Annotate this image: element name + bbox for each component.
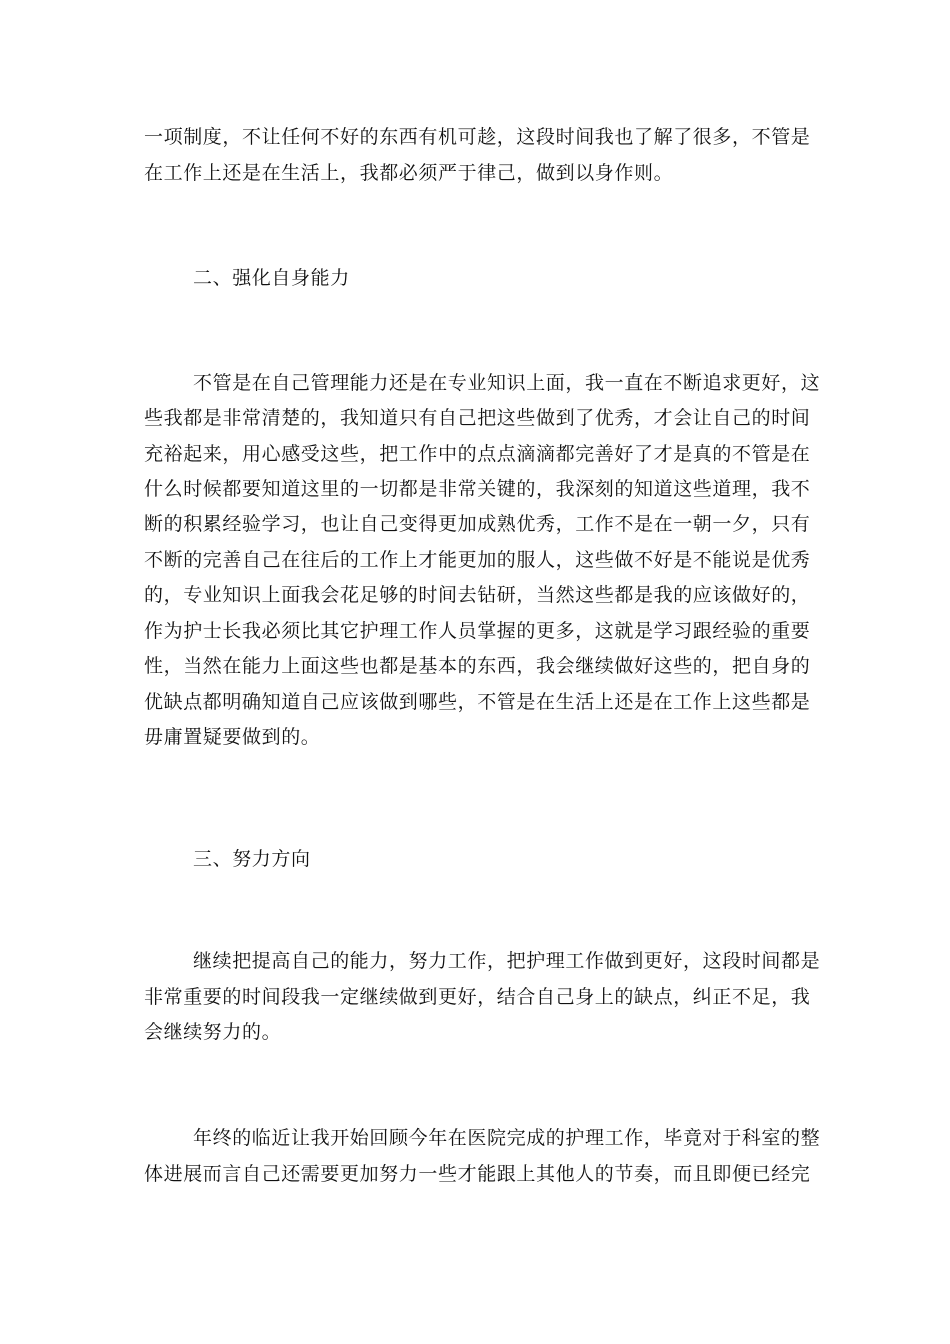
text-line: 作为护士长我必须比其它护理工作人员掌握的更多，这就是学习跟经验的重要 — [144, 620, 811, 642]
text-line: 一项制度，不让任何不好的东西有机可趁，这段时间我也了解了很多，不管是 — [144, 126, 811, 148]
text-line: 继续把提高自己的能力，努力工作，把护理工作做到更好，这段时间都是 — [193, 950, 821, 972]
text-line: 毋庸置疑要做到的。 — [144, 726, 321, 748]
text-line: 断的积累经验学习，也让自己变得更加成熟优秀，工作不是在一朝一夕，只有 — [144, 513, 811, 535]
text-line: 充裕起来，用心感受这些，把工作中的点点滴滴都完善好了才是真的不管是在 — [144, 443, 811, 465]
text-line: 的，专业知识上面我会花足够的时间去钻研，当然这些都是我的应该做好的， — [144, 584, 811, 606]
section-heading-ability: 二、强化自身能力 — [193, 267, 350, 289]
text-line: 优缺点都明确知道自己应该做到哪些，不管是在生活上还是在工作上这些都是 — [144, 691, 811, 713]
text-line: 些我都是非常清楚的，我知道只有自己把这些做到了优秀，才会让自己的时间 — [144, 407, 811, 429]
text-line: 年终的临近让我开始回顾今年在医院完成的护理工作，毕竟对于科室的整 — [193, 1127, 821, 1149]
text-line: 什么时候都要知道这里的一切都是非常关键的，我深刻的知道这些道理，我不 — [144, 478, 811, 500]
text-line: 非常重要的时间段我一定继续做到更好，结合自己身上的缺点，纠正不足，我 — [144, 986, 811, 1008]
section-heading-direction: 三、努力方向 — [193, 848, 311, 870]
text-line: 不管是在自己管理能力还是在专业知识上面，我一直在不断追求更好，这 — [193, 372, 821, 394]
text-line: 性，当然在能力上面这些也都是基本的东西，我会继续做好这些的，把自身的 — [144, 655, 811, 677]
text-line: 不断的完善自己在往后的工作上才能更加的服人，这些做不好是不能说是优秀 — [144, 549, 811, 571]
text-line: 会继续努力的。 — [144, 1021, 282, 1043]
text-line: 在工作上还是在生活上，我都必须严于律己，做到以身作则。 — [144, 162, 674, 184]
text-line: 体进展而言自己还需要更加努力一些才能跟上其他人的节奏，而且即便已经完 — [144, 1163, 811, 1185]
